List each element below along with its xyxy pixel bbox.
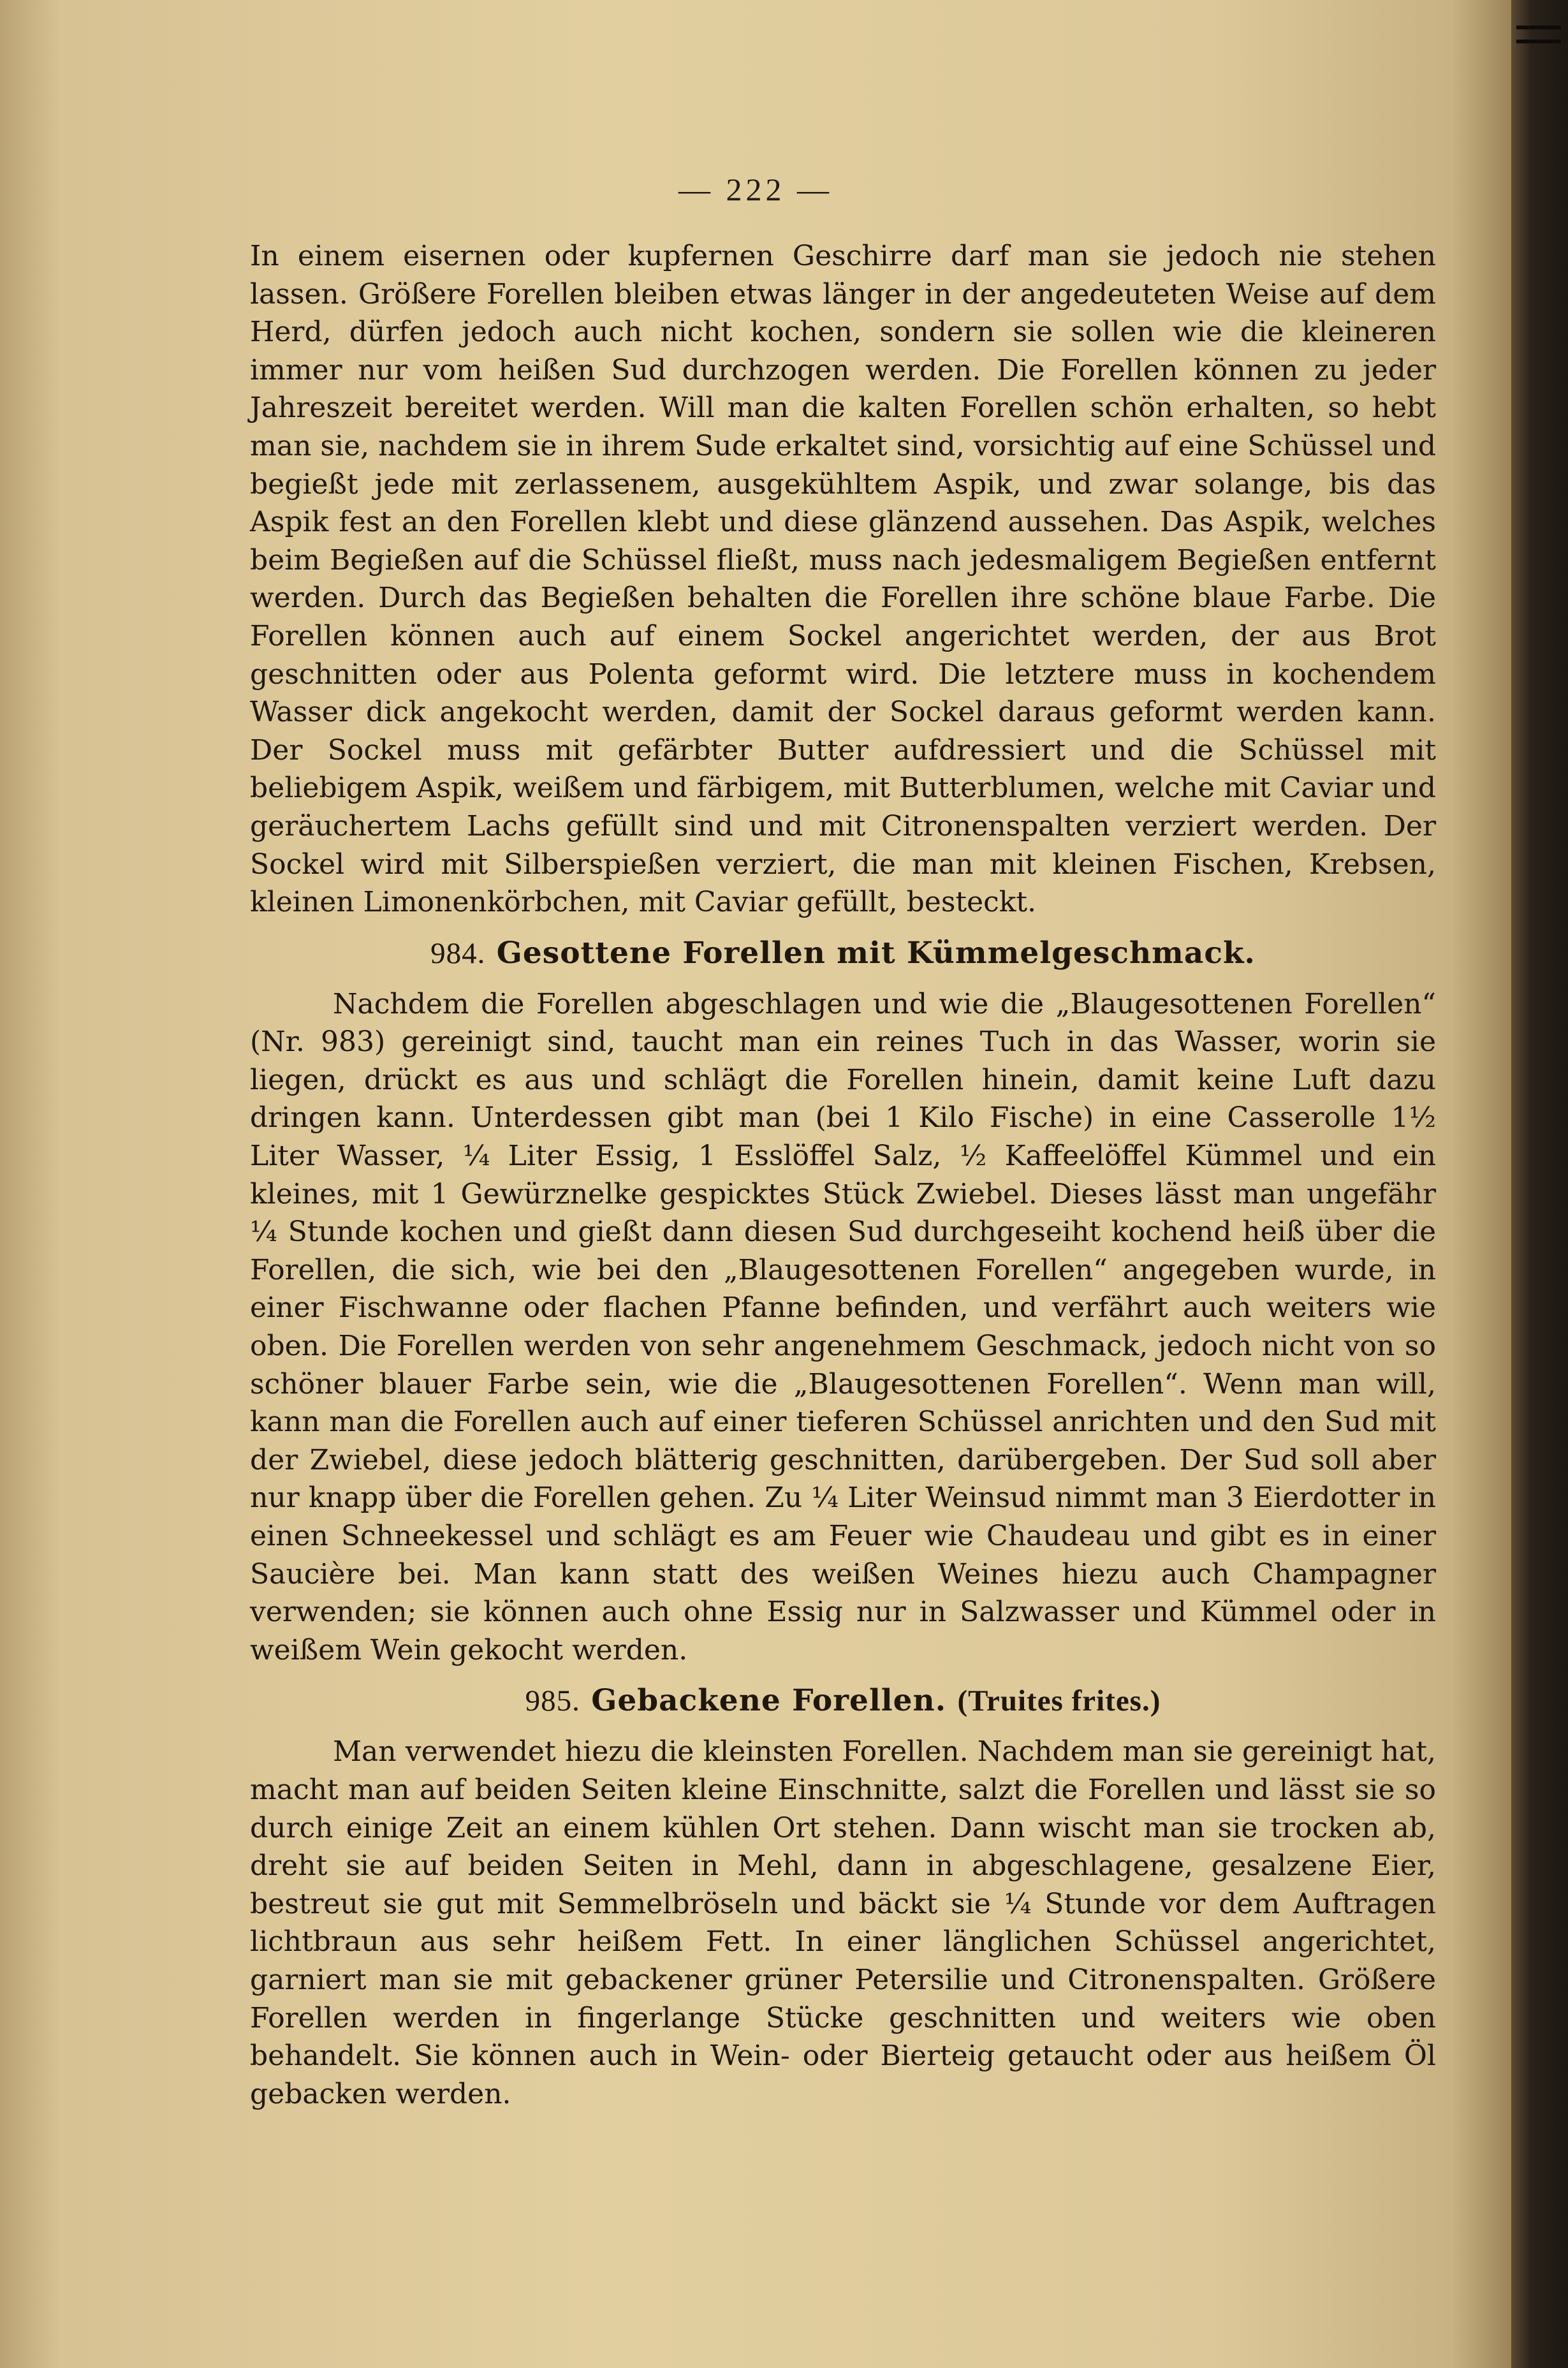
continued-paragraph: In einem eisernen oder kupfernen Geschirre darf man sie jedoch nie stehen lassen. Größere Forellen bleiben etwas länger in der angedeuteten Weise auf dem Herd, dürfen jedoch auch nicht kochen, sondern sie sollen wie die kleineren immer nur vom heißen Sud durchzogen werden. Die Forellen können zu jeder Jahreszeit bereitet werden. Will man die kalten Forellen schön erhalten, so hebt man sie, nachdem sie in ihrem Sude erkaltet sind, vorsichtig auf eine Schüssel und begießt jede mit zerlassenem, ausgekühltem Aspik, und zwar solange, bis das Aspik fest an den Forellen klebt und diese glänzend aussehen. Das Aspik, welches beim Begießen auf die Schüssel fließt, muss nach jedesmaligem Begießen entfernt werden. Durch das Begießen behalten die Forellen ihre schöne blaue Farbe. Die Forellen können auch auf einem Sockel angerichtet werden, der aus Brot geschnitten oder aus Polenta geformt wird. Die letztere muss in kochendem Wasser dick angekocht werden, damit der Sockel daraus geformt werden kann. Der Sockel muss mit gefärbter Butter aufdressiert und die Schüssel mit beliebigem Aspik, weißem und färbigem, mit Butterblumen, welche mit Caviar und geräuchertem Lachs gefüllt sind und mit Citronenspalten verziert werden. Der Sockel wird mit Silberspießen verziert, die man mit kleinen Fischen, Krebsen, kleinen Limonenkörbchen, mit Caviar gefüllt, besteckt.: [250, 240, 1436, 919]
recipe-984-title: Gesottene Forellen mit Kümmelgeschmack.: [496, 935, 1256, 971]
recipe-984-body: Nachdem die Forellen abgeschlagen und wie die „Blaugesottenen Forellen“ (Nr. 983) gereinigt sind, taucht man ein reines Tuch in das Wasser, worin sie liegen, drückt es aus und schlägt die Forellen hinein, damit keine Luft dazu dringen kann. Unterdessen gibt man (bei 1 Kilo Fische) in eine Casserolle 1½ Liter Wasser, ¼ Liter Essig, 1 Esslöffel Salz, ½ Kaffeelöffel Kümmel und ein kleines, mit 1 Gewürznelke gespicktes Stück Zwiebel. Dieses lässt man ungefähr ¼ Stunde kochen und gießt dann diesen Sud durchgeseiht kochend heiß über die Forellen, die sich, wie bei den „Blaugesottenen Forellen“ angegeben wurde, in einer Fischwanne oder flachen Pfanne befinden, und verfährt auch weiters wie oben. Die Forellen werden von sehr angenehmem Geschmack, jedoch nicht von so schöner blauer Farbe sein, wie die „Blaugesottenen Forellen“. Wenn man will, kann man die Forellen auch auf einer tieferen Schüssel anrichten und den Sud mit der Zwiebel, diese jedoch blätterig geschnitten, darübergeben. Der Sud soll aber nur knapp über die Forellen gehen. Zu ¼ Liter Weinsud nimmt man 3 Eierdotter in einen Schneekessel und schlägt es am Feuer wie Chaudeau und gibt es in einer Saucière bei. Man kann statt des weißen Weines hiezu auch Champagner verwenden; sie können auch ohne Essig nur in Salzwasser und Kümmel oder in weißem Wein gekocht werden.: [250, 987, 1436, 1666]
recipe-985-heading: [250, 1682, 1436, 1720]
recipe-985-subtitle: (Truites frites.): [957, 1684, 1161, 1718]
spine-stripe: [1516, 26, 1561, 29]
book-spine-edge: [1511, 0, 1568, 2368]
page-text: [250, 237, 1436, 2113]
recipe-984-number: 984.: [430, 936, 486, 970]
recipe-985-number: 985.: [525, 1684, 580, 1718]
spine-stripe: [1516, 40, 1561, 43]
recipe-984-heading: [250, 934, 1436, 973]
recipe-985-body: Man verwendet hiezu die kleinsten Forellen. Nachdem man sie gereinigt hat, macht man auf beiden Seiten kleine Einschnitte, salzt die Forellen und lässt sie so durch einige Zeit an einem kühlen Ort stehen. Dann wischt man sie trocken ab, dreht sie auf beiden Seiten in Mehl, dann in abgeschlagene, gesalzene Eier, bestreut sie gut mit Semmelbröseln und bäckt sie ¼ Stunde vor dem Auftragen lichtbraun aus sehr heißem Fett. In einer länglichen Schüssel angerichtet, garniert man sie mit gebackener grüner Petersilie und Citronenspalten. Größere Forellen werden in fingerlange Stücke geschnitten und weiters wie oben behandelt. Sie können auch in Wein- oder Bierteig getaucht oder aus heißem Öl gebacken werden.: [250, 1735, 1436, 2110]
page-number: — 222 —: [678, 172, 833, 207]
recipe-985-title: Gebackene Forellen.: [591, 1683, 947, 1719]
